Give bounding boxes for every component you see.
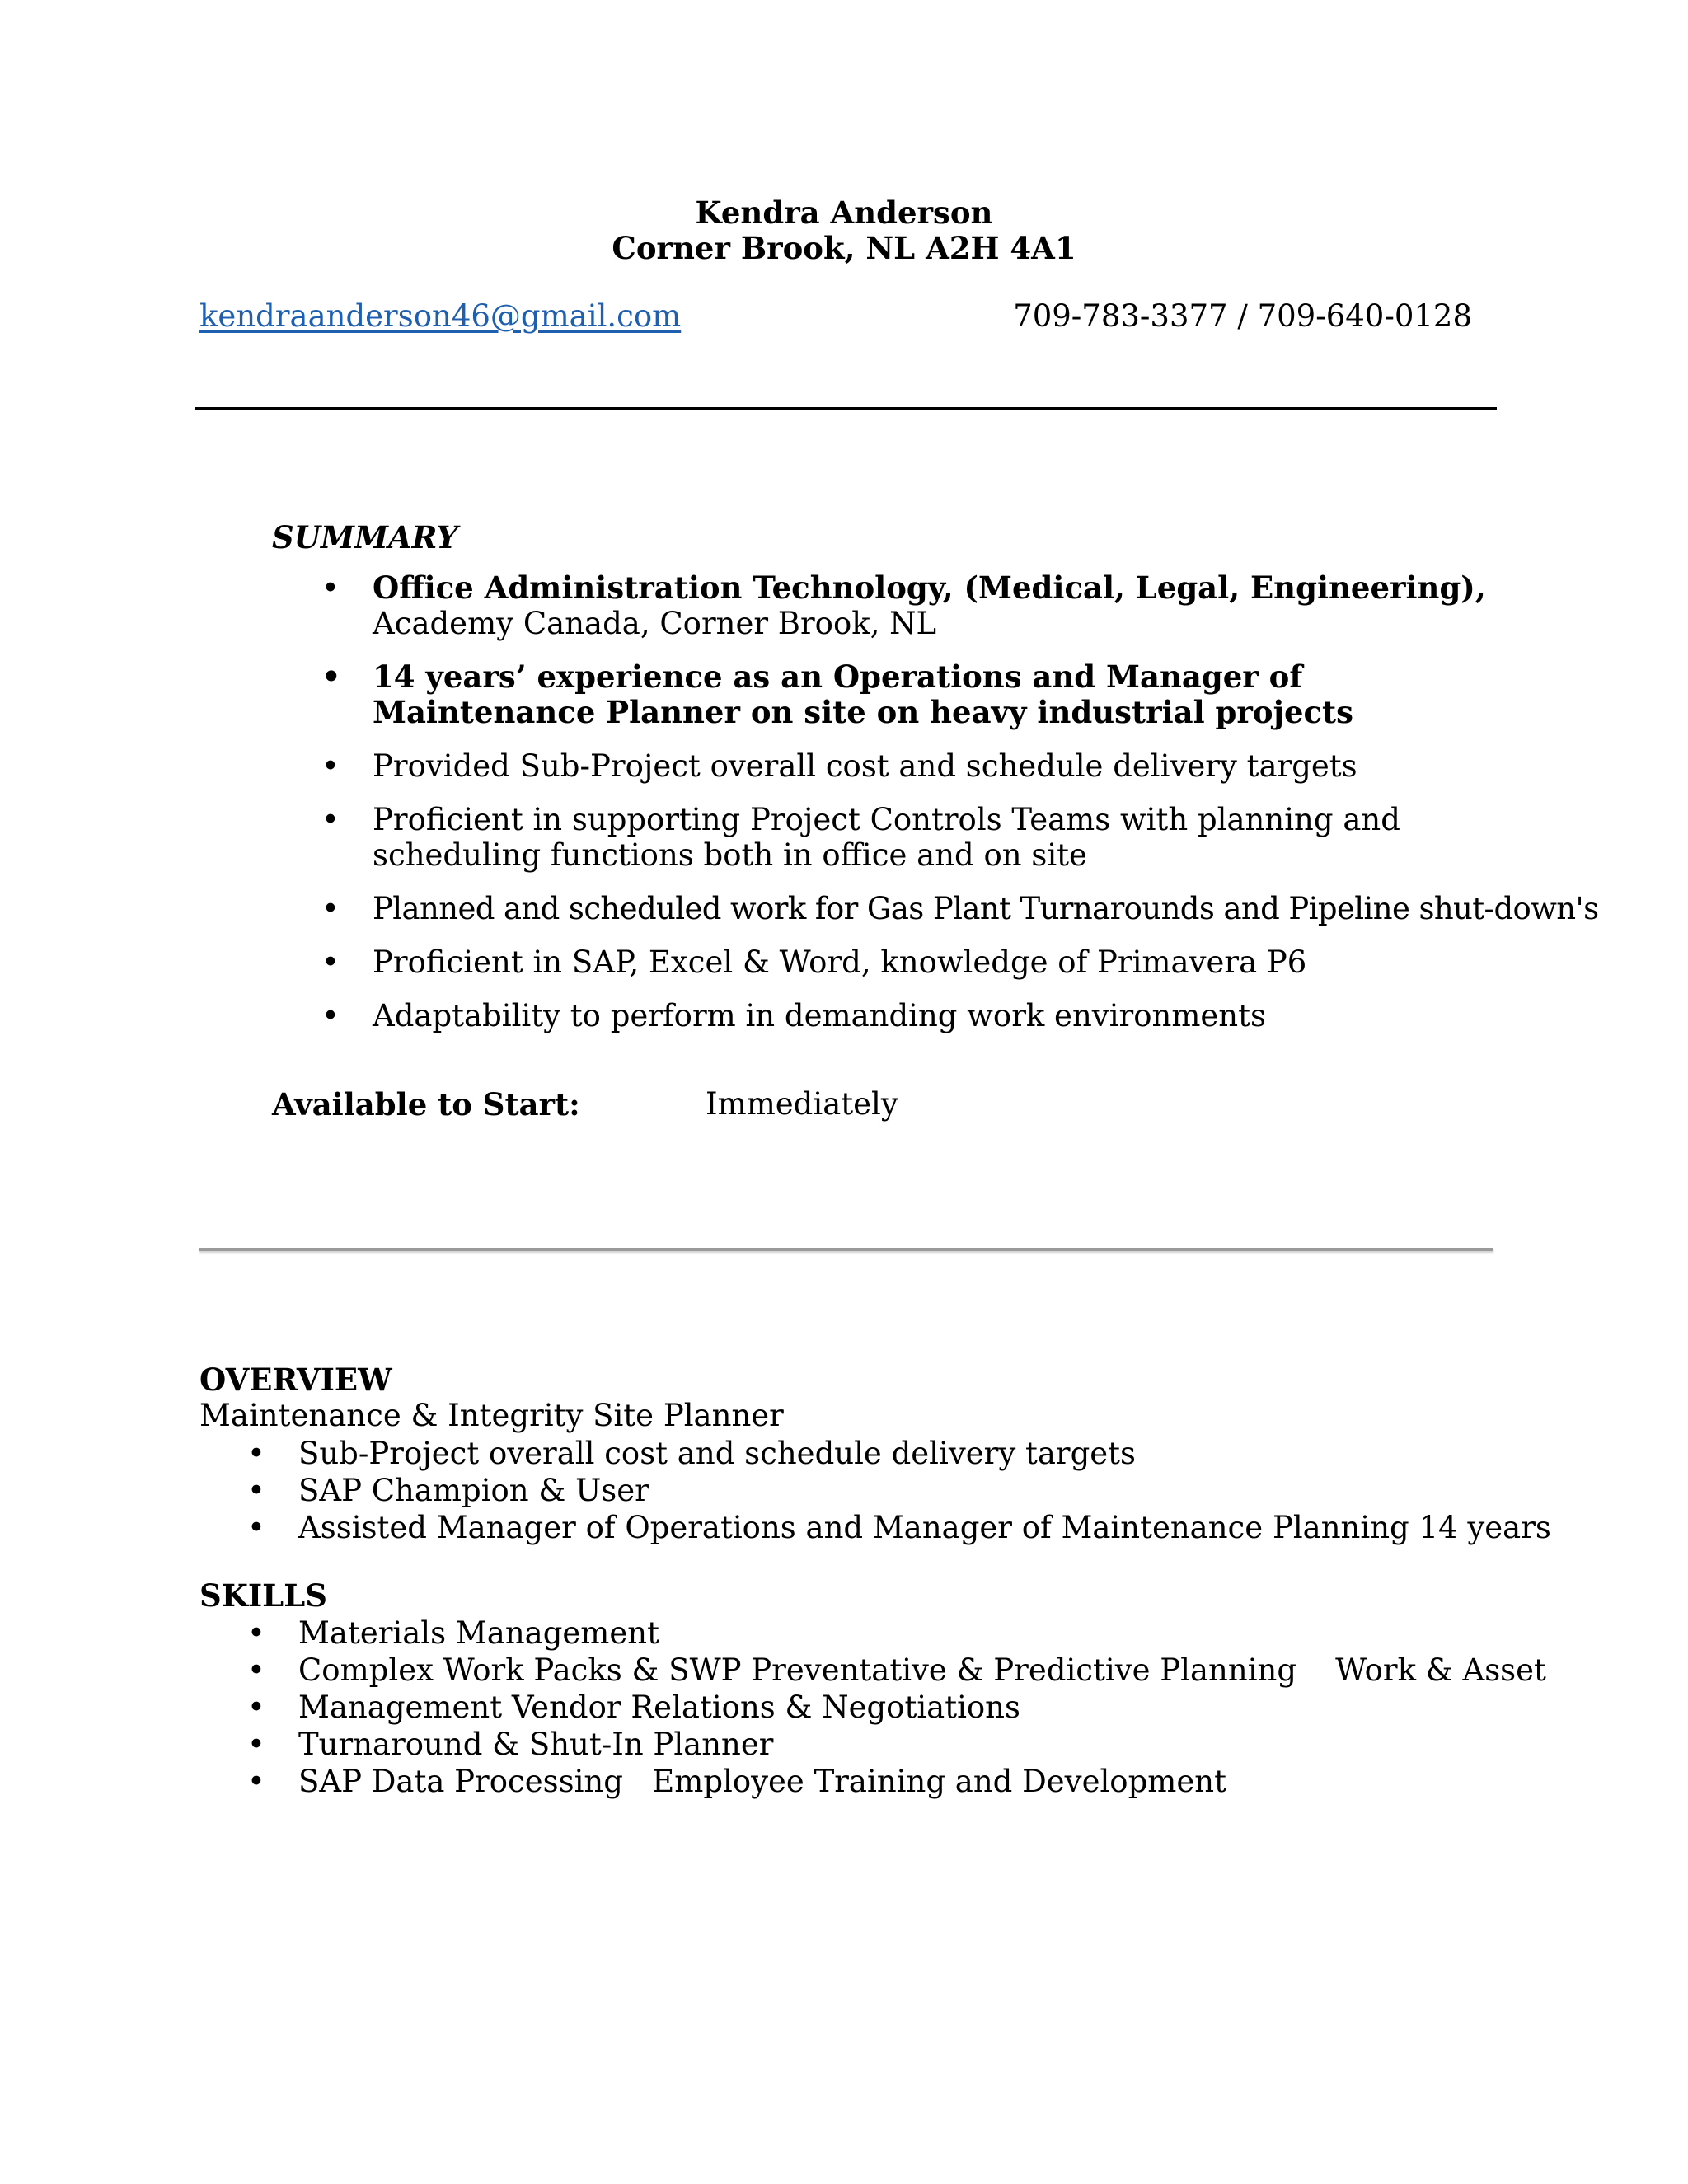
list-item: • Proficient in supporting Project Controls Teams with planning and scheduling functions both in office and on site [321,802,1508,873]
summary-heading: SUMMARY [272,519,458,555]
list-item [321,570,1508,641]
summary-item-title: • Office Administration Technology, (Medical, Legal, Engineering), [373,569,1486,606]
list-item: • Sub-Project overall cost and schedule delivery targets [247,1435,1484,1472]
availability-label: Available to Start: [272,1086,580,1122]
list-item: • Management Vendor Relations & Negotiations [247,1689,1484,1726]
skills-list [247,1615,1546,1800]
header-divider [195,407,1497,410]
summary-item-detail: Academy Canada, Corner Brook, NL [373,606,937,641]
availability-value: Immediately [706,1086,898,1122]
list-item: • Adaptability to perform in demanding work environments [321,998,1508,1033]
summary-list [321,569,1599,1052]
list-item: • SAP Data Processing Employee Training and Development [247,1763,1484,1800]
list-item: • Complex Work Packs & SWP Preventative & Predictive Planning Work & Asset [247,1652,1484,1689]
list-item: • 14 years’ experience as an Operations and Manager of Maintenance Planner on site on heavy industrial projects [321,659,1508,730]
list-item: • SAP Champion & User [247,1472,1484,1509]
overview-list [247,1435,1551,1546]
email-link[interactable]: kendraanderson46@gmail.com [199,298,682,334]
applicant-location: Corner Brook, NL A2H 4A1 [612,230,1076,266]
overview-subtitle: Maintenance & Integrity Site Planner [199,1398,784,1433]
applicant-name: Kendra Anderson [695,194,993,231]
list-item: • Provided Sub-Project overall cost and schedule delivery targets [321,748,1508,784]
phone-numbers: 709-783-3377 / 709-640-0128 [1013,298,1472,334]
list-item: • Materials Management [247,1615,1484,1652]
section-divider [199,1248,1493,1251]
list-item: • Turnaround & Shut-In Planner [247,1726,1484,1763]
list-item: • Planned and scheduled work for Gas Plant Turnarounds and Pipeline shut-down's [321,891,1508,926]
overview-heading: OVERVIEW [199,1361,392,1398]
list-item: • Assisted Manager of Operations and Manager of Maintenance Planning 14 years [247,1509,1484,1546]
list-item: • Proficient in SAP, Excel & Word, knowledge of Primavera P6 [321,944,1508,980]
skills-heading: SKILLS [199,1577,327,1614]
